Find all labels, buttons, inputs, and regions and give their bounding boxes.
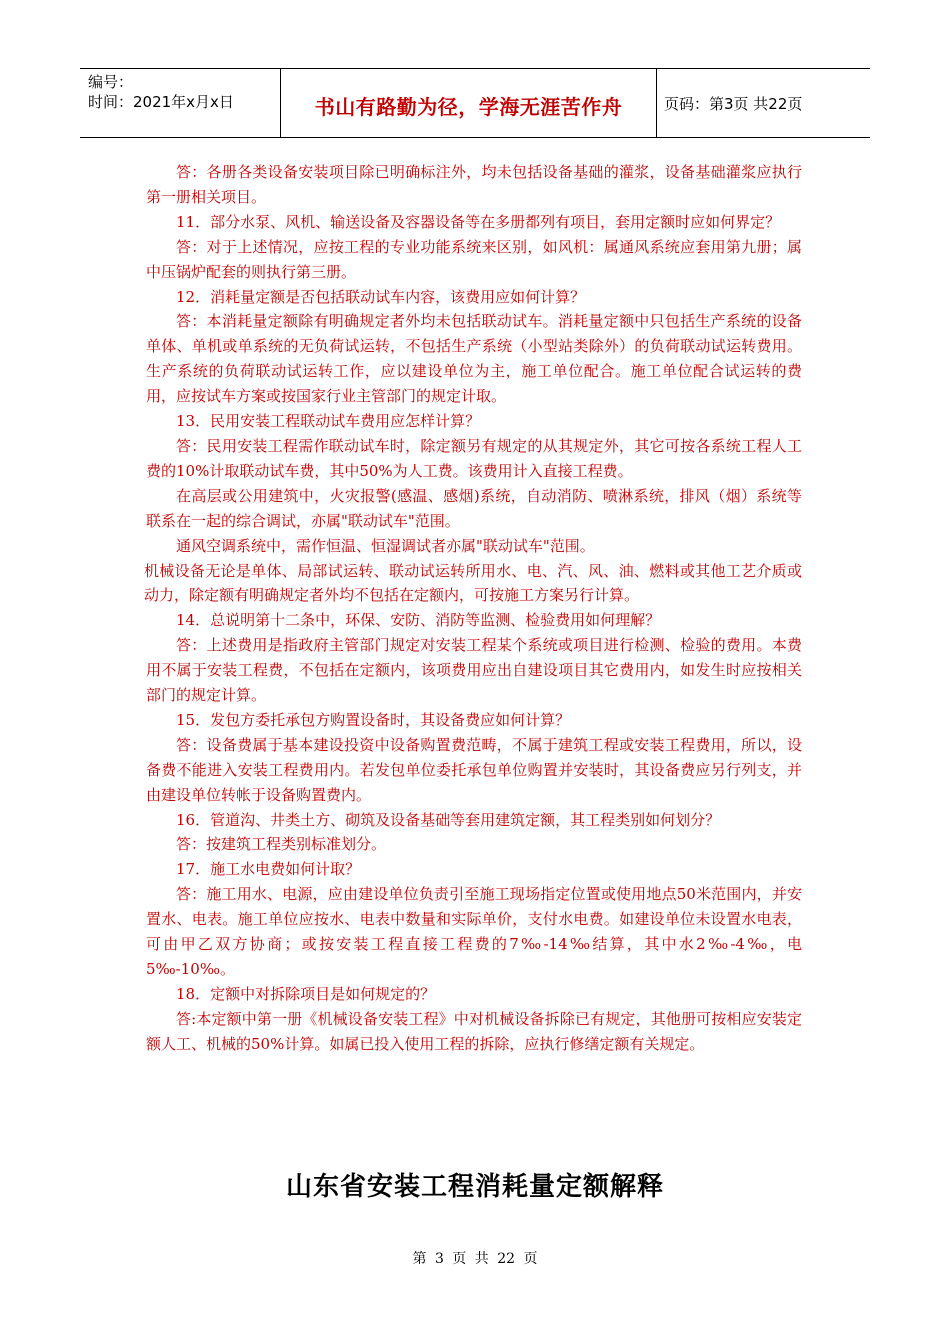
paragraph: 答：按建筑工程类别标准划分。 <box>176 835 387 854</box>
paragraph: 答:本定额中第一册《机械设备安装工程》中对机械设备拆除已有规定，其他册可按相应安装定额人工、机械的50%计算。如属已投入使用工程的拆除，应执行修缮定额有关规定。 <box>146 1009 802 1053</box>
paragraph: 14．总说明第十二条中，环保、安防、消防等监测、检验费用如何理解？ <box>176 611 661 630</box>
header-divider <box>656 69 657 137</box>
paragraph: 16．管道沟、井类土方、砌筑及设备基础等套用建筑定额，其工程类别如何划分？ <box>176 810 721 829</box>
paragraph: 17．施工水电费如何计取？ <box>176 860 361 879</box>
page-header <box>80 68 870 138</box>
header-page-info: 页码：第3页 共22页 <box>664 95 803 113</box>
paragraph: 15．发包方委托承包方购置设备时，其设备费应如何计算？ <box>176 710 571 729</box>
paragraph: 答：施工用水、电源，应由建设单位负责引至施工现场指定位置或使用地点50米范围内，并安置水、电表。施工单位应按水、电表中数量和实际单价，支付水电费。如建设单位未设置水电表，可由甲乙双方协商；或按安装工程直接工程费的7‰-14‰结算，其中水2‰-4‰，电5‰-10‰。 <box>146 885 802 978</box>
paragraph: 答：本消耗量定额除有明确规定者外均未包括联动试车。消耗量定额中只包括生产系统的设备单体、单机或单系统的无负荷试运转，不包括生产系统（小型站类除外）的负荷联动试运转费用。生产系统的负荷联动试运转工作，应以建设单位为主，施工单位配合。施工单位配合试运转的费用，应按试车方案或按国家行业主管部门的规定计取。 <box>146 312 802 406</box>
paragraph: 答：上述费用是指政府主管部门规定对安装工程某个系统或项目进行检测、检验的费用。本费用不属于安装工程费，不包括在定额内，该项费用应出自建设项目其它费用内，如发生时应按相关部门的规定计算。 <box>146 636 802 705</box>
paragraph: 答：民用安装工程需作联动试车时，除定额另有规定的从其规定外，其它可按各系统工程人工费的10%计取联动试车费，其中50%为人工费。该费用计入直接工程费。 <box>146 436 802 480</box>
date-line: 时间：2021年x月x日 <box>88 93 234 111</box>
paragraph: 答：对于上述情况，应按工程的专业功能系统来区别，如风机：属通风系统应套用第九册；属中压锅炉配套的则执行第三册。 <box>146 237 802 281</box>
paragraph: 12．消耗量定额是否包括联动试车内容，该费用应如何计算？ <box>176 287 586 306</box>
paragraph: 答：设备费属于基本建设投资中设备购置费范畴，不属于建筑工程或安装工程费用，所以，设备费不能进入安装工程费用内。若发包单位委托承包单位购置并安装时，其设备费应另行列支，并由建设单位转帐于设备购置费内。 <box>146 735 802 804</box>
header-motto: 书山有路勤为径，学海无涯苦作舟 <box>314 95 623 119</box>
paragraph: 答：各册各类设备安装项目除已明确标注外，均未包括设备基础的灌浆，设备基础灌浆应执行第一册相关项目。 <box>146 163 802 206</box>
paragraph: 11．部分水泵、风机、输送设备及容器设备等在多册都列有项目，套用定额时应如何界定？ <box>176 212 781 231</box>
paragraph: 机械设备无论是单体、局部试运转、联动试运转所用水、电、汽、风、油、燃料或其他工艺介质或动力，除定额有明确规定者外均不包括在定额内，可按施工方案另行计算。 <box>144 561 802 605</box>
page-footer: 第 3 页 共 22 页 <box>412 1251 538 1267</box>
paragraph: 通风空调系统中，需作恒温、恒湿调试者亦属"联动试车"范围。 <box>176 536 595 555</box>
paragraph: 13．民用安装工程联动试车费用应怎样计算？ <box>176 412 481 431</box>
section-title: 山东省安装工程消耗量定额解释 <box>285 1172 664 1202</box>
paragraph: 18．定额中对拆除项目是如何规定的？ <box>176 984 436 1003</box>
paragraph: 在高层或公用建筑中，火灾报警(感温、感烟)系统，自动消防、喷淋系统，排风（烟）系统等联系在一起的综合调试，亦属"联动试车"范围。 <box>146 486 802 530</box>
serial-label: 编号： <box>88 73 134 91</box>
header-meta <box>88 72 234 112</box>
document-body <box>146 160 802 1057</box>
